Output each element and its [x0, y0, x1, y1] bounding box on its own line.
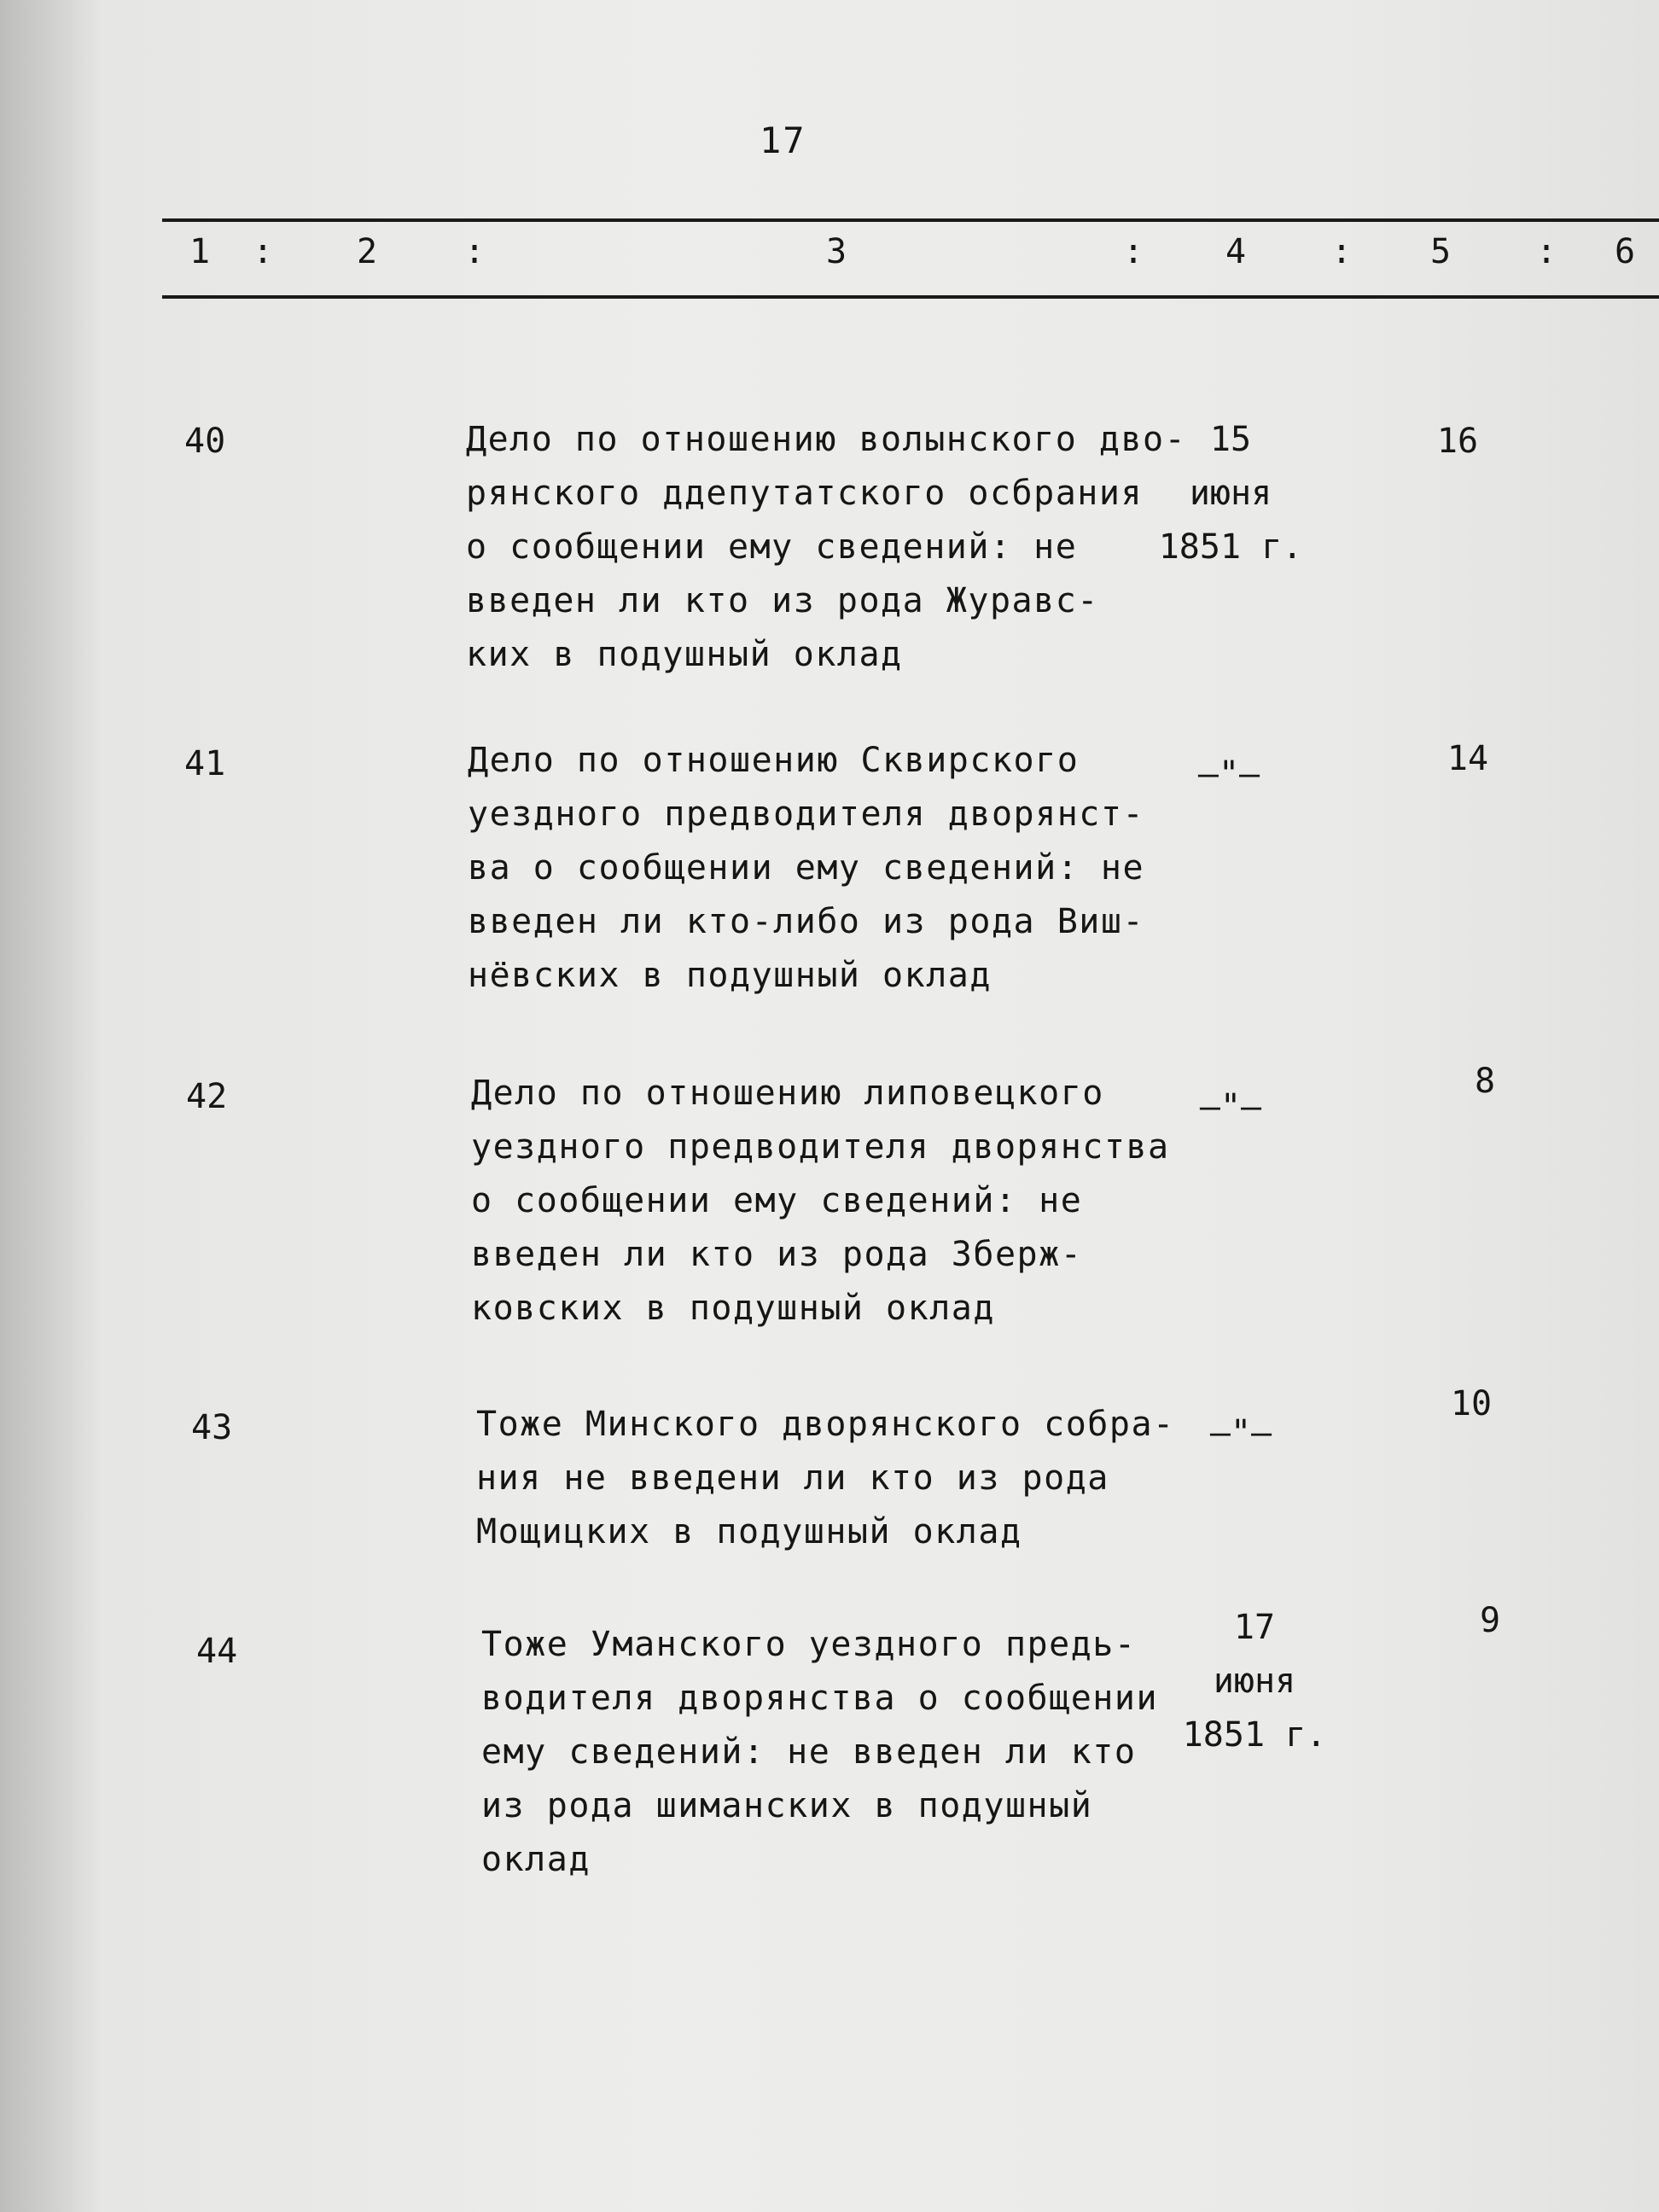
description-line: Дело по отношению липовецкого [471, 1074, 1104, 1113]
description-line: введен ли кто из рода Зберж- [471, 1235, 1083, 1274]
entry-description [466, 413, 1186, 682]
entry-description [468, 734, 1144, 1003]
date-line: —"— [1199, 1087, 1262, 1126]
description-line: из рода шиманских в подушный [481, 1786, 1093, 1825]
date-line: июня [1213, 1662, 1296, 1701]
entry-pages: 8 [1474, 1062, 1496, 1101]
description-line: уездного предводителя дворянства [471, 1127, 1170, 1167]
page-number: 17 [760, 119, 806, 161]
entry-date [1135, 748, 1323, 801]
page-edge-shadow [0, 0, 102, 2212]
entry-pages: 10 [1450, 1384, 1493, 1423]
column-header-separator: : [1331, 232, 1353, 271]
entry-number: 41 [184, 744, 226, 783]
entry-date [1137, 1080, 1324, 1134]
description-line: ва о сообщении ему сведений: не [468, 848, 1145, 888]
entry-date [1147, 1406, 1335, 1460]
entry-number: 40 [184, 422, 226, 461]
date-line: —"— [1209, 1413, 1272, 1452]
column-header-3: 3 [826, 232, 847, 271]
date-line: 17 [1233, 1608, 1276, 1647]
description-line: рянского ддепутатского осбрания [466, 474, 1144, 513]
description-line: ему сведений: не введен ли кто [481, 1732, 1137, 1772]
column-header-separator: : [1536, 232, 1557, 271]
description-line: ковских в подушный оклад [471, 1289, 995, 1328]
column-header-4: 4 [1225, 232, 1247, 271]
entry-description [471, 1067, 1170, 1336]
column-header-5: 5 [1430, 232, 1452, 271]
date-line: 1851 г. [1158, 527, 1303, 567]
column-header-2: 2 [357, 232, 378, 271]
description-line: уездного предводителя дворянст- [468, 795, 1145, 834]
column-header-6: 6 [1615, 232, 1636, 271]
entry-date [1161, 1601, 1348, 1762]
description-line: о сообщении ему сведений: не [466, 527, 1078, 567]
entry-description [481, 1618, 1158, 1887]
entry-pages: 16 [1436, 422, 1479, 461]
entry-description [476, 1398, 1175, 1559]
description-line: Тоже Уманского уездного предь- [481, 1625, 1137, 1664]
entry-pages: 14 [1447, 739, 1489, 778]
date-line: 15 [1209, 420, 1252, 459]
description-line: оклад [481, 1840, 591, 1879]
date-line: 1851 г. [1182, 1715, 1327, 1755]
column-header-1: 1 [189, 232, 211, 271]
description-line: Тоже Минского дворянского собра- [476, 1405, 1175, 1444]
header-rule-top [162, 218, 1659, 222]
entry-number: 43 [191, 1408, 233, 1447]
description-line: Дело по отношению волынского дво- [466, 420, 1187, 459]
description-line: введен ли кто-либо из рода Виш- [468, 902, 1145, 941]
entry-number: 44 [196, 1632, 238, 1671]
description-line: Дело по отношению Сквирского [468, 741, 1080, 780]
description-line: водителя дворянства о сообщении [481, 1679, 1159, 1718]
entry-number: 42 [186, 1077, 228, 1116]
description-line: нёвских в подушный оклад [468, 956, 992, 995]
description-line: ких в подушный оклад [466, 635, 903, 674]
column-header-separator: : [253, 232, 274, 271]
column-header-separator: : [1123, 232, 1144, 271]
description-line: ния не введени ли кто из рода [476, 1458, 1109, 1498]
entry-date [1137, 413, 1324, 574]
date-line: июня [1189, 474, 1272, 513]
date-line: —"— [1197, 754, 1260, 794]
description-line: введен ли кто из рода Журавс- [466, 581, 1099, 620]
description-line: о сообщении ему сведений: не [471, 1181, 1083, 1220]
entry-pages: 9 [1479, 1601, 1501, 1640]
description-line: Мощицких в подушный оклад [476, 1512, 1022, 1551]
column-header-separator: : [464, 232, 486, 271]
header-rule-bottom [162, 295, 1659, 299]
